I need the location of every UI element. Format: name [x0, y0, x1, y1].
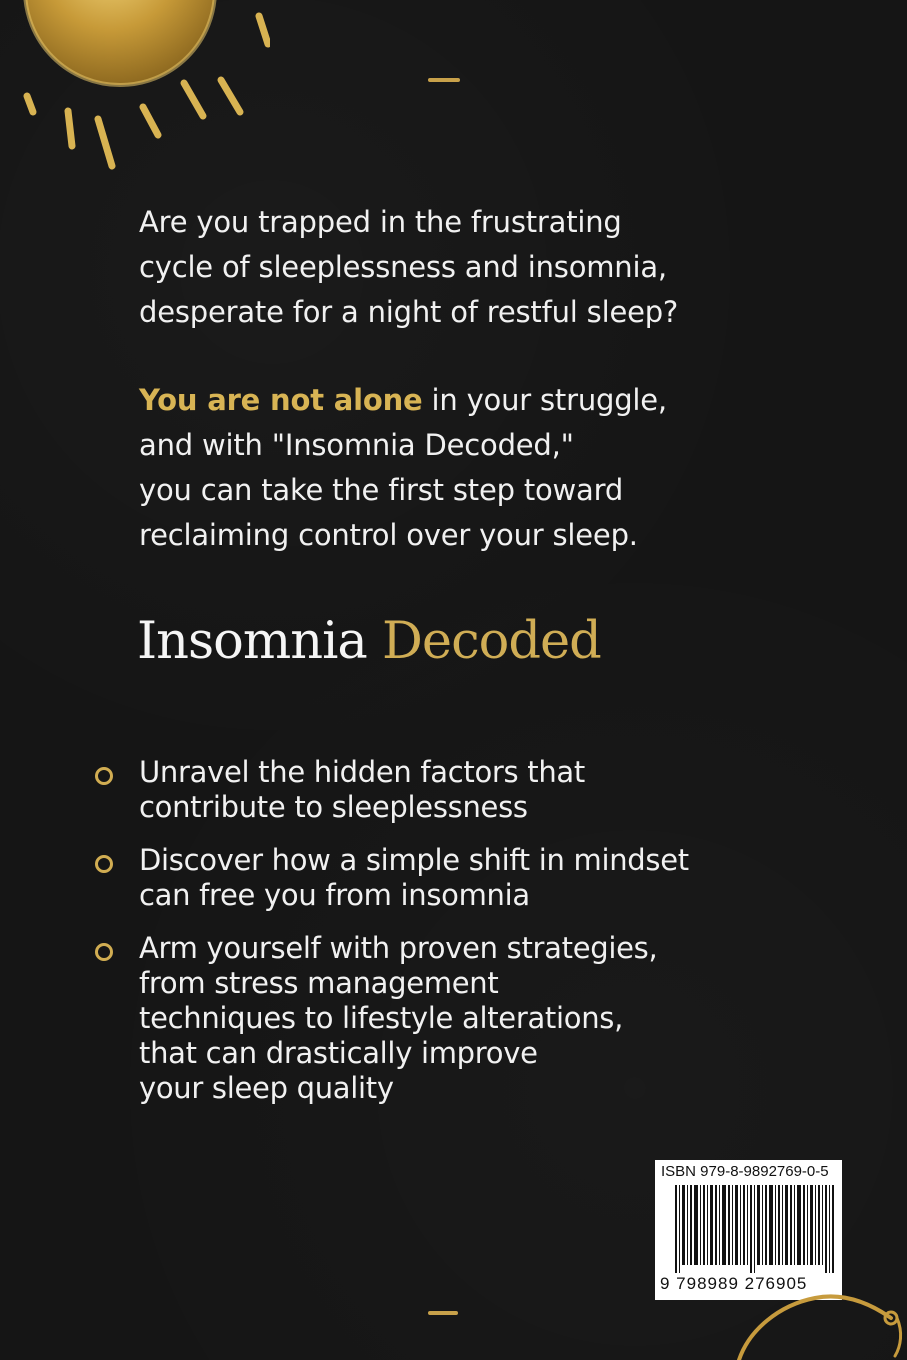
benefit-item — [95, 755, 855, 825]
ring-bullet-icon — [95, 943, 113, 961]
support-paragraph — [139, 378, 839, 558]
gold-arc-icon — [727, 1270, 907, 1360]
ring-bullet-icon — [95, 855, 113, 873]
ring-bullet-icon — [95, 767, 113, 785]
top-ornament — [428, 78, 460, 82]
sun-icon — [0, 0, 270, 180]
benefit-text — [139, 755, 585, 825]
book-title — [137, 607, 601, 677]
benefit-item — [95, 931, 855, 1106]
intro-line: cycle of sleeplessness and insomnia, — [139, 250, 667, 284]
support-line — [139, 378, 839, 423]
benefit-text — [139, 843, 689, 913]
benefit-line: from stress management — [139, 966, 499, 1000]
intro-paragraph — [139, 200, 839, 335]
benefit-line: can free you from insomnia — [139, 878, 530, 912]
barcode-digits: 9 798989 276905 — [660, 1274, 808, 1293]
benefit-line: your sleep quality — [139, 1071, 394, 1105]
book-title-accent: Decoded — [382, 612, 601, 671]
intro-line: desperate for a night of restful sleep? — [139, 295, 679, 329]
benefit-line: Unravel the hidden factors that — [139, 755, 585, 789]
benefit-line: that can drastically improve — [139, 1036, 538, 1070]
benefit-text — [139, 931, 657, 1106]
benefit-item — [95, 843, 855, 913]
support-line: you can take the first step toward — [139, 473, 624, 507]
benefit-line: contribute to sleeplessness — [139, 790, 528, 824]
bottom-ornament — [428, 1311, 458, 1315]
isbn-label: ISBN 979-8-9892769-0-5 — [661, 1163, 829, 1180]
support-line: and with "Insomnia Decoded," — [139, 428, 574, 462]
benefit-line: Discover how a simple shift in mindset — [139, 843, 689, 877]
support-line-rest: in your struggle, — [422, 383, 667, 417]
benefit-line: techniques to lifestyle alterations, — [139, 1001, 623, 1035]
support-line: reclaiming control over your sleep. — [139, 518, 638, 552]
barcode-bars — [675, 1185, 835, 1273]
highlight-text: You are not alone — [139, 383, 423, 417]
benefit-line: Arm yourself with proven strategies, — [139, 931, 658, 965]
book-title-main: Insomnia — [137, 612, 367, 671]
benefits-list — [95, 755, 855, 1124]
intro-line: Are you trapped in the frustrating — [139, 205, 622, 239]
